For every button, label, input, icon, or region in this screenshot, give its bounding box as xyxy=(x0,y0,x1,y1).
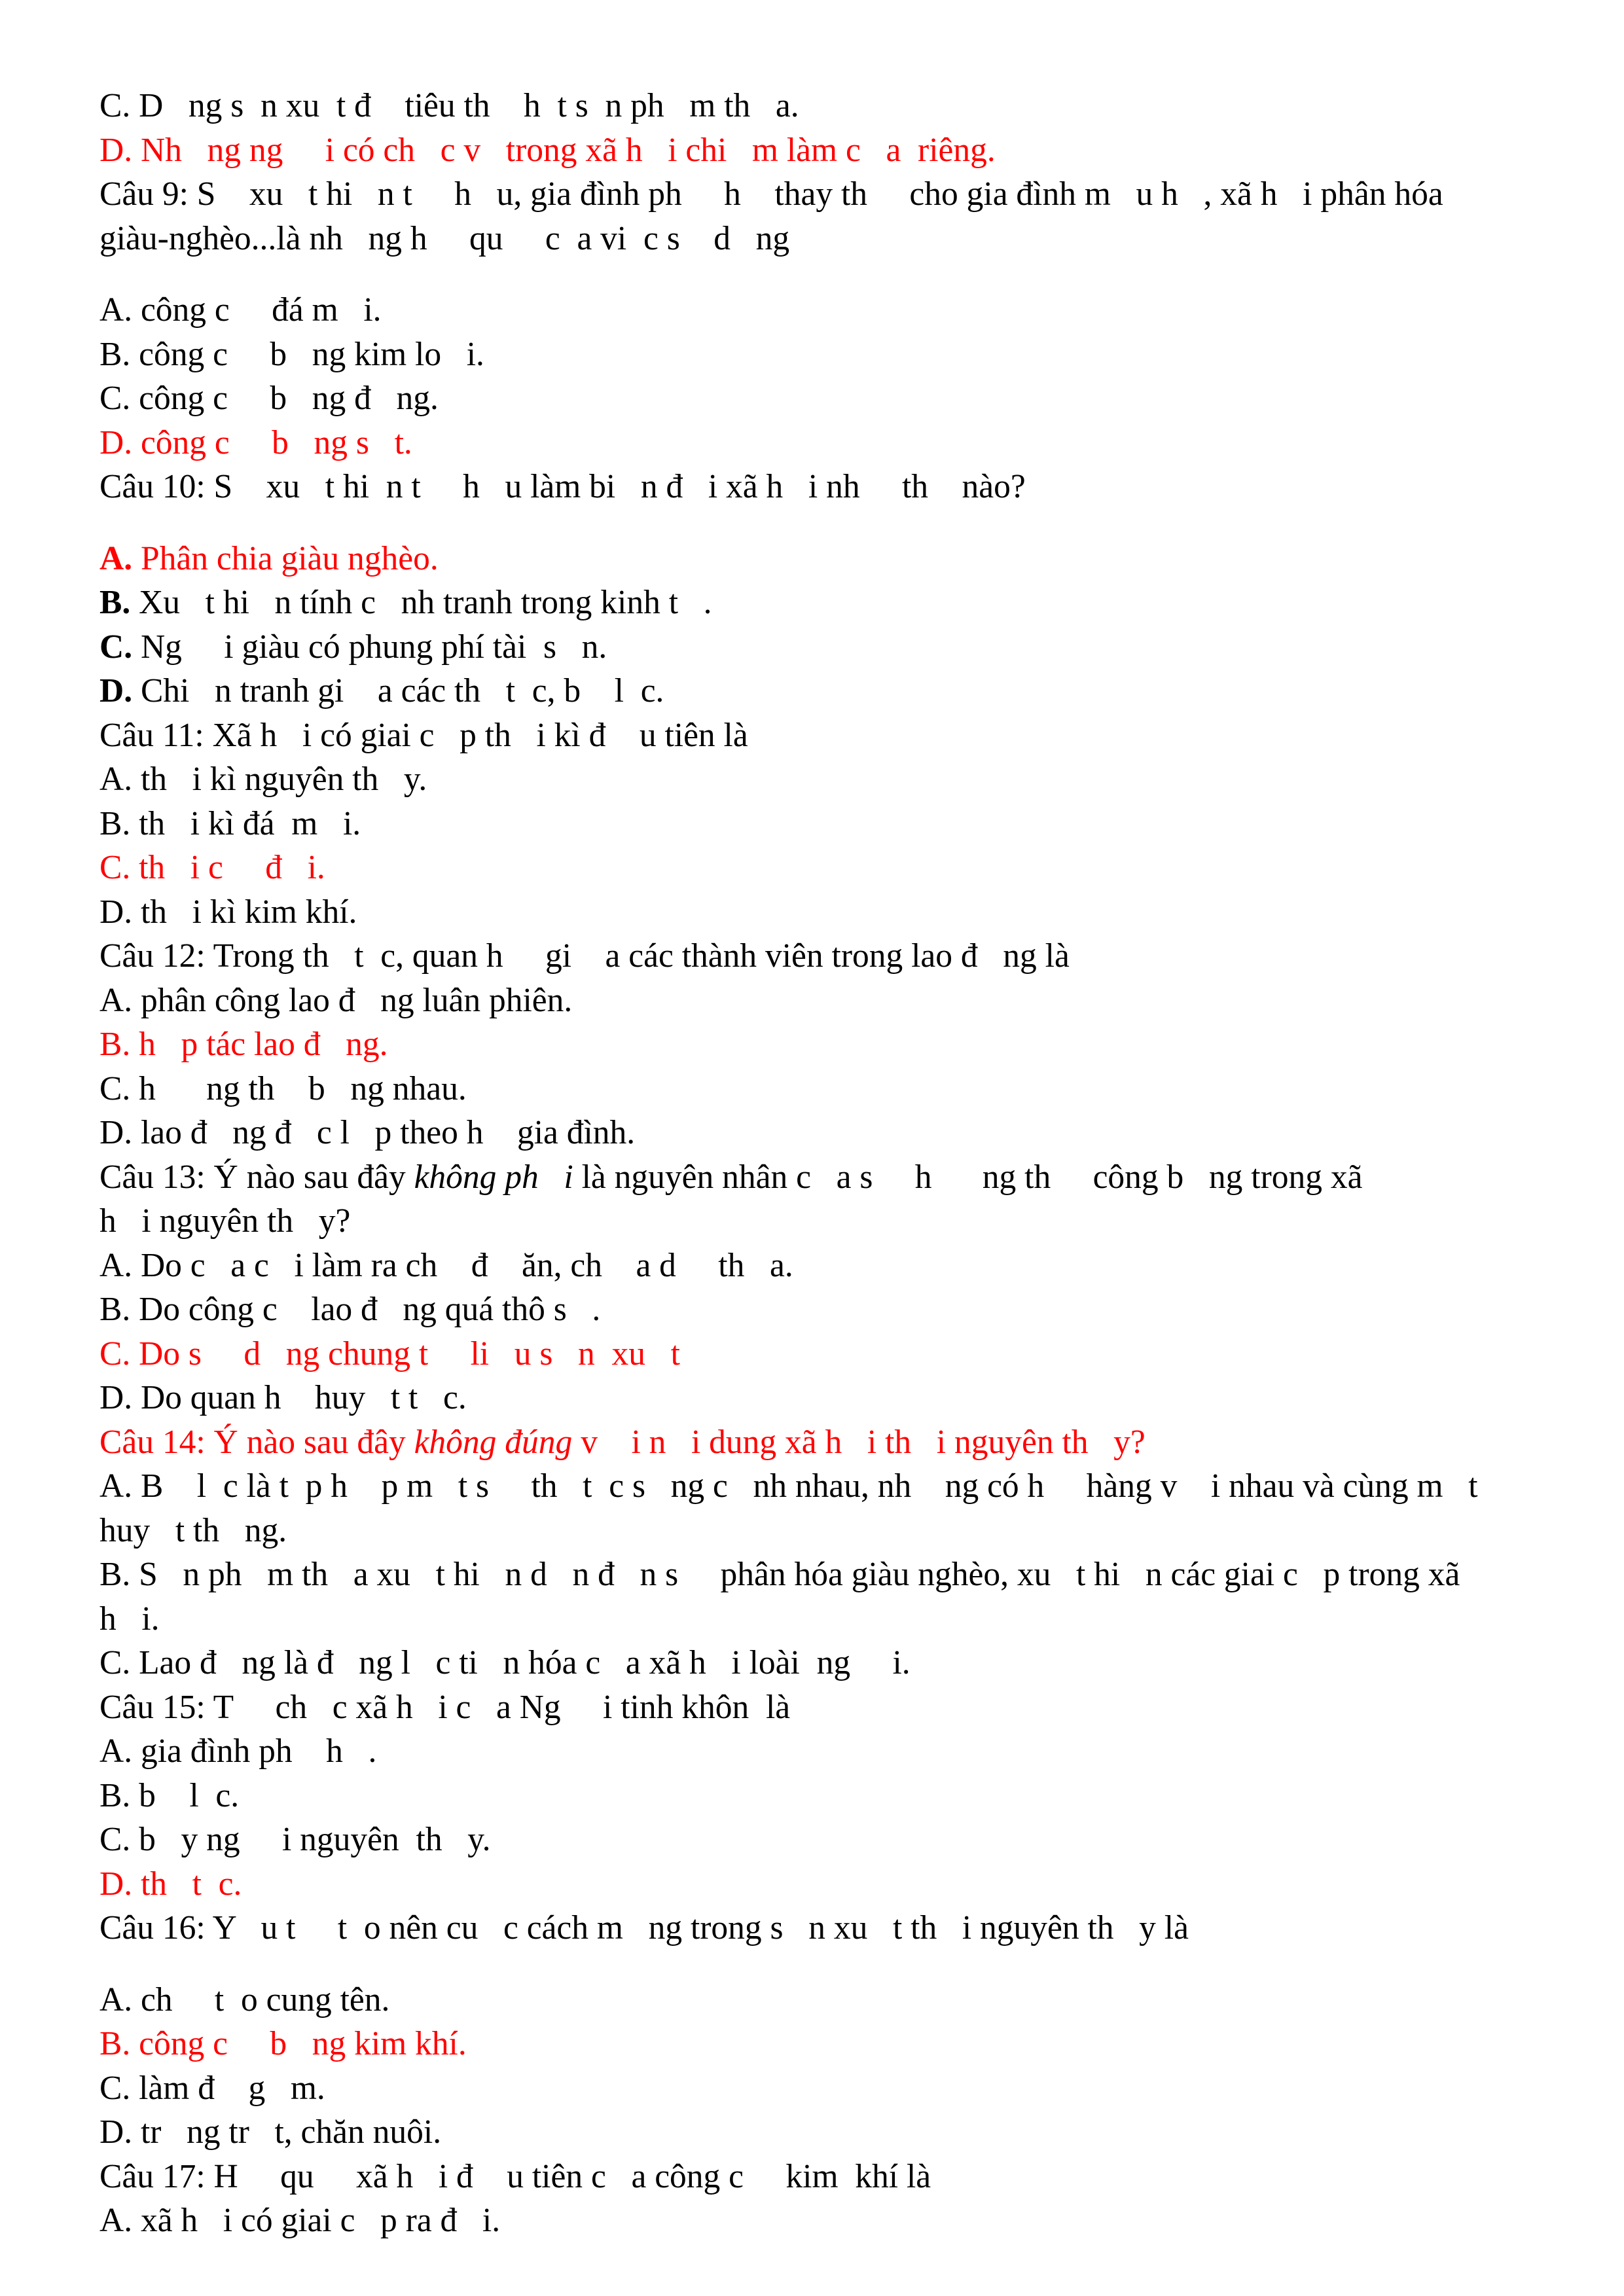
line-text: D. th i kì kim khí. xyxy=(99,893,357,931)
answer-letter: C. xyxy=(99,628,133,666)
line-text: Câu 14: Ý nào sau đây xyxy=(99,1423,414,1461)
line-text: B. b l c. xyxy=(99,1776,240,1814)
text-line xyxy=(99,172,1533,217)
text-line xyxy=(99,1199,1533,1244)
text-line xyxy=(99,2066,1533,2111)
text-line xyxy=(99,1244,1533,1288)
line-text: B. Do công c lao đ ng quá thô s . xyxy=(99,1291,601,1328)
line-text: B. công c b ng kim lo i. xyxy=(99,335,484,373)
text-line xyxy=(99,1729,1533,1774)
text-line xyxy=(99,581,1533,625)
line-text: h i nguyên th y? xyxy=(99,1202,351,1240)
line-text: C. làm đ g m. xyxy=(99,2069,325,2107)
line-text: D. lao đ ng đ c l p theo h gia đình. xyxy=(99,1114,636,1151)
text-line xyxy=(99,757,1533,802)
text-line xyxy=(99,1111,1533,1155)
line-text: D. Nh ng ng i có ch c v trong xã h i chi m làm c a riêng. xyxy=(99,131,996,169)
text-line xyxy=(99,802,1533,846)
line-text: A. gia đình ph h . xyxy=(99,1732,377,1770)
text-line xyxy=(99,1552,1533,1597)
line-text: Câu 13: Ý nào sau đây xyxy=(99,1158,414,1196)
line-text: C. b y ng i nguyên th y. xyxy=(99,1821,491,1858)
line-text: B. h p tác lao đ ng. xyxy=(99,1026,388,1063)
answer-letter: A. xyxy=(99,539,133,577)
line-text: C. Do s d ng chung t li u s n xu t xyxy=(99,1335,680,1372)
text-line xyxy=(99,1332,1533,1376)
text-line xyxy=(99,669,1533,713)
line-text: A. ch t o cung tên. xyxy=(99,1981,390,2018)
line-text: C. th i c đ i. xyxy=(99,849,325,886)
text-line xyxy=(99,1155,1533,1200)
text-line xyxy=(99,1509,1533,1553)
line-text: huy t th ng. xyxy=(99,1511,287,1549)
line-text: Ng i giàu có phung phí tài s n. xyxy=(132,628,607,666)
text-line xyxy=(99,1067,1533,1111)
text-line xyxy=(99,978,1533,1023)
text-line xyxy=(99,465,1533,509)
text-line xyxy=(99,128,1533,173)
text-line xyxy=(99,1420,1533,1465)
line-text: Xu t hi n tính c nh tranh trong kinh t . xyxy=(130,584,712,621)
line-text: C. Lao đ ng là đ ng l c ti n hóa c a xã h i loài ng i. xyxy=(99,1644,911,1681)
line-tail: là nguyên nhân c a s h ng th công b ng trong xã xyxy=(573,1158,1363,1196)
emphasis-text: không đúng xyxy=(414,1423,573,1461)
line-text: C. D ng s n xu t đ tiêu th h t s n ph m th a. xyxy=(99,87,799,124)
text-line xyxy=(99,84,1533,128)
text-line xyxy=(99,376,1533,421)
text-line xyxy=(99,288,1533,332)
line-text: Câu 9: S xu t hi n t h u, gia đình ph h thay th cho gia đình m u h , xã h i phân hóa xyxy=(99,175,1443,213)
line-text: D. th t c. xyxy=(99,1865,242,1903)
text-line xyxy=(99,537,1533,581)
line-text: giàu-nghèo...là nh ng h qu c a vi c s d ng xyxy=(99,219,790,257)
text-line xyxy=(99,2022,1533,2066)
text-line xyxy=(99,2110,1533,2155)
text-line xyxy=(99,890,1533,935)
line-text: Câu 10: S xu t hi n t h u làm bi n đ i xã h i nh th nào? xyxy=(99,468,1026,505)
line-text: Câu 17: H qu xã h i đ u tiên c a công c kim khí là xyxy=(99,2157,931,2195)
text-line xyxy=(99,625,1533,670)
line-text: B. công c b ng kim khí. xyxy=(99,2025,467,2062)
line-text: Phân chia giàu nghèo. xyxy=(132,539,439,577)
text-line xyxy=(99,1287,1533,1332)
line-text: D. công c b ng s t. xyxy=(99,423,412,461)
line-text: B. th i kì đá m i. xyxy=(99,804,361,842)
text-line xyxy=(99,1818,1533,1862)
line-text: Chi n tranh gi a các th t c, b l c. xyxy=(132,672,664,709)
line-text: A. Do c a c i làm ra ch đ ăn, ch a d th a. xyxy=(99,1246,793,1284)
text-line xyxy=(99,1774,1533,1818)
text-line xyxy=(99,1597,1533,1641)
line-text: Câu 16: Y u t t o nên cu c cách m ng trong s n xu t th i nguyên th y là xyxy=(99,1909,1189,1946)
line-text: Câu 11: Xã h i có giai c p th i kì đ u tiên là xyxy=(99,716,748,754)
text-line xyxy=(99,1464,1533,1509)
text-line xyxy=(99,1978,1533,2022)
line-text: Câu 15: T ch c xã h i c a Ng i tinh khôn là xyxy=(99,1688,791,1726)
text-line xyxy=(99,1022,1533,1067)
line-tail: v i n i dung xã h i th i nguyên th y? xyxy=(572,1423,1146,1461)
text-line xyxy=(99,1862,1533,1907)
line-text: A. B l c là t p h p m t s th t c s ng c nh nhau, nh ng có h hàng v i nhau và cùng m t xyxy=(99,1467,1478,1505)
text-line xyxy=(99,217,1533,261)
text-line xyxy=(99,846,1533,890)
text-line xyxy=(99,1641,1533,1685)
text-line xyxy=(99,2155,1533,2199)
line-text: C. công c b ng đ ng. xyxy=(99,380,439,417)
document-page xyxy=(99,84,1533,2243)
line-text: D. tr ng tr t, chăn nuôi. xyxy=(99,2113,442,2151)
emphasis-text: không ph i xyxy=(414,1158,573,1196)
answer-letter: D. xyxy=(99,672,133,709)
text-line xyxy=(99,332,1533,377)
line-text: C. h ng th b ng nhau. xyxy=(99,1069,467,1107)
text-line xyxy=(99,1906,1533,1950)
text-line xyxy=(99,934,1533,978)
line-text: Câu 12: Trong th t c, quan h gi a các thành viên trong lao đ ng là xyxy=(99,937,1070,975)
text-line xyxy=(99,421,1533,465)
line-text: h i. xyxy=(99,1600,160,1638)
line-text: D. Do quan h huy t t c. xyxy=(99,1379,467,1416)
text-line xyxy=(99,1376,1533,1420)
answer-letter: B. xyxy=(99,584,131,621)
line-text: A. công c đá m i. xyxy=(99,291,382,329)
line-text: A. phân công lao đ ng luân phiên. xyxy=(99,981,573,1019)
text-line xyxy=(99,713,1533,758)
text-line xyxy=(99,2198,1533,2243)
text-line xyxy=(99,1685,1533,1730)
line-text: A. xã h i có giai c p ra đ i. xyxy=(99,2202,501,2239)
line-text: A. th i kì nguyên th y. xyxy=(99,761,427,798)
line-text: B. S n ph m th a xu t hi n d n đ n s phân hóa giàu nghèo, xu t hi n các giai c p trong xã xyxy=(99,1556,1460,1593)
